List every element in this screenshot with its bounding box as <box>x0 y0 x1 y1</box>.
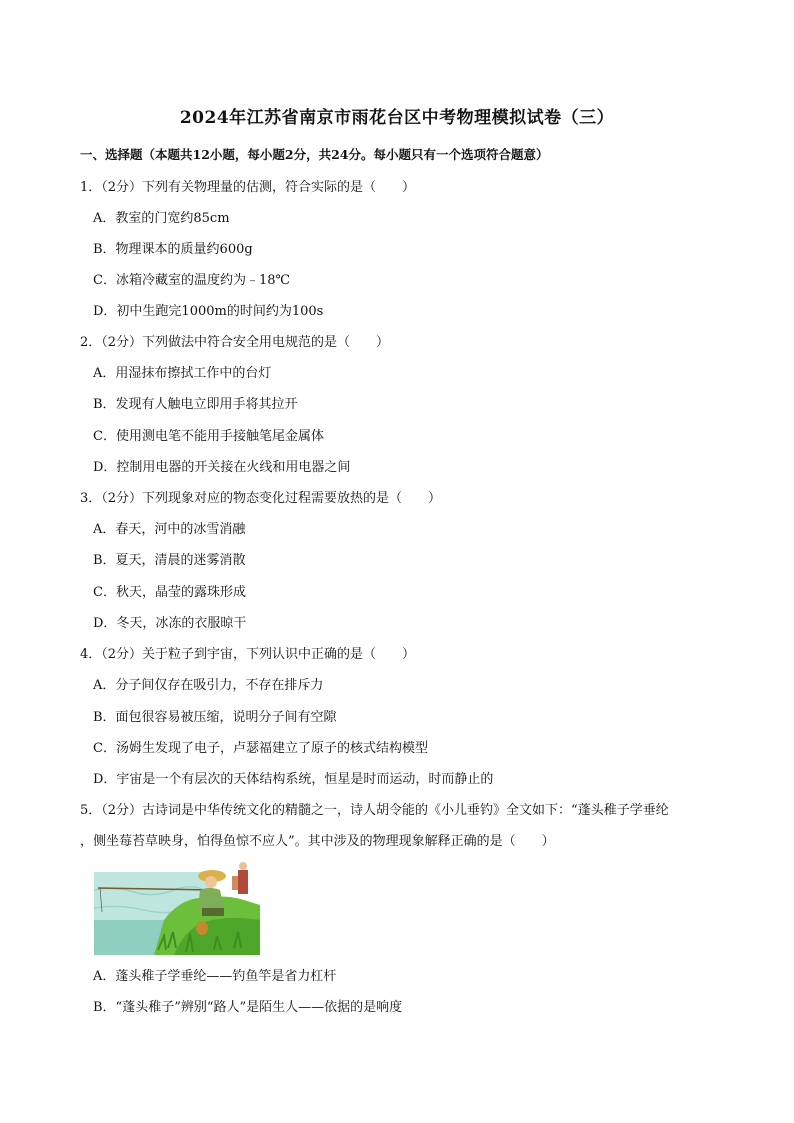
question-2-option-b: B．发现有人触电立即用手将其拉开 <box>93 397 298 412</box>
question-4-option-c: C．汤姆生发现了电子，卢瑟福建立了原子的核式结构模型 <box>93 741 428 756</box>
question-5-option-b: B．“蓬头稚子”辨别“路人”是陌生人——依据的是响度 <box>93 1000 403 1015</box>
question-1-option-c: C．冰箱冷藏室的温度约为﹣18℃ <box>93 273 291 288</box>
question-3-option-b: B．夏天，清晨的迷雾消散 <box>93 553 246 568</box>
question-4-stem: 4．（2分）关于粒子到宇宙，下列认识中正确的是（ ） <box>80 647 416 662</box>
section-heading: 一、选择题（本题共12小题，每小题2分，共24分。每小题只有一个选项符合题意） <box>80 147 549 162</box>
question-2-option-c: C．使用测电笔不能用手接触笔尾金属体 <box>93 429 324 444</box>
question-2-option-a: A．用湿抹布擦拭工作中的台灯 <box>93 366 272 381</box>
question-3-option-a: A．春天，河中的冰雪消融 <box>93 522 246 537</box>
question-1-option-d: D．初中生跑完1000m的时间约为100s <box>93 304 324 319</box>
question-4-option-a: A．分子间仅存在吸引力，不存在排斥力 <box>93 678 324 693</box>
question-2-option-d: D．控制用电器的开关接在火线和用电器之间 <box>93 460 351 475</box>
question-5-stem-line2: ，侧坐莓苔草映身，怕得鱼惊不应人”。其中涉及的物理现象解释正确的是（ ） <box>80 834 555 849</box>
question-5-stem-line1: 5．（2分）古诗词是中华传统文化的精髓之一，诗人胡令能的《小儿垂钓》全文如下：“蓬头稚子学垂纶 <box>80 803 669 818</box>
question-3-option-c: C．秋天，晶莹的露珠形成 <box>93 585 246 600</box>
question-3-option-d: D．冬天，冰冻的衣服晾干 <box>93 616 247 631</box>
question-3-stem: 3．（2分）下列现象对应的物态变化过程需要放热的是（ ） <box>80 491 442 506</box>
question-4-option-b: B．面包很容易被压缩，说明分子间有空隙 <box>93 710 337 725</box>
exam-title: 2024年江苏省南京市雨花台区中考物理模拟试卷（三） <box>179 108 615 128</box>
question-5-option-a: A．蓬头稚子学垂纶——钓鱼竿是省力杠杆 <box>93 969 337 984</box>
question-1-stem: 1．（2分）下列有关物理量的估测，符合实际的是（ ） <box>80 180 416 195</box>
question-2-stem: 2．（2分）下列做法中符合安全用电规范的是（ ） <box>80 335 390 350</box>
fishing-child-illustration <box>94 860 260 955</box>
question-1-option-b: B．物理课本的质量约600g <box>93 242 253 257</box>
question-1-option-a: A．教室的门宽约85cm <box>93 211 230 226</box>
question-4-option-d: D．宇宙是一个有层次的天体结构系统，恒星是时而运动，时而静止的 <box>93 772 494 787</box>
